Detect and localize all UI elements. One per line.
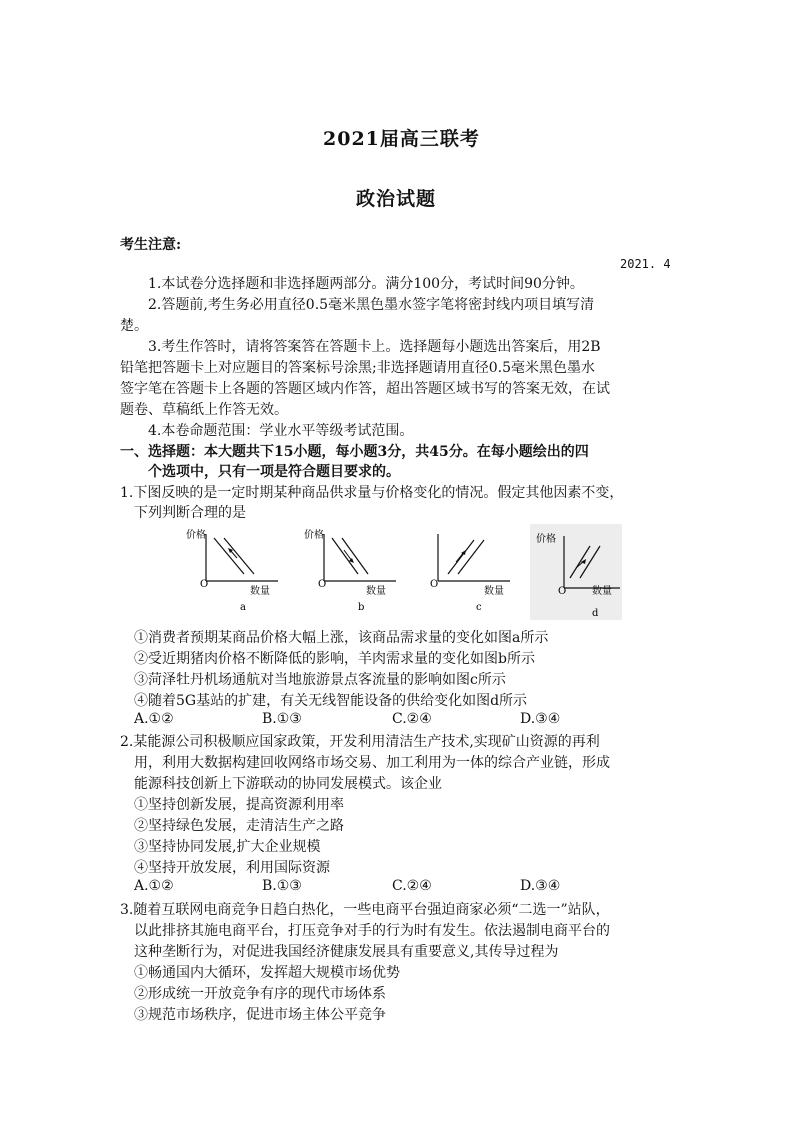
exam-date: 2021. 4 <box>620 257 671 271</box>
q3-statement-3: ③规范市场秩序，促进市场主体公平竞争 <box>134 1007 386 1023</box>
q1-statement-3: ③菏泽牡丹机场通航对当地旅游景点客流量的影响如图c所示 <box>134 672 506 688</box>
graph-b-x-label: 数量 <box>366 586 386 597</box>
q3-stem-line-1: 3.随着互联网电商竞争日趋白热化，一些电商平台强迫商家必须“二选一”站队， <box>120 902 610 918</box>
graph-a-caption: a <box>240 602 246 613</box>
q1-option-b[interactable]: B.①③ <box>262 711 302 727</box>
q3-statement-1: ①畅通国内大循环，发挥超大规模市场优势 <box>134 965 400 981</box>
notice-item-4: 4.本卷命题范围：学业水平等级考试范围。 <box>148 423 414 439</box>
notice-item-1: 1.本试卷分选择题和非选择题两部分。满分100分，考试时间90分钟。 <box>148 276 584 292</box>
section-heading-line-2: 个选项中，只有一项是符合题目要求的。 <box>148 464 400 480</box>
graph-c <box>414 526 514 616</box>
q1-stem-line-2: 下列判断合理的是 <box>134 505 246 521</box>
q1-option-c[interactable]: C.②④ <box>392 711 432 727</box>
q3-statement-2: ②形成统一开放竞争有序的现代市场体系 <box>134 986 386 1002</box>
q2-statement-4: ④坚持开放发展，利用国际资源 <box>134 860 330 876</box>
graph-c-caption: c <box>476 602 482 613</box>
graph-d <box>530 524 622 620</box>
notice-item-3-line-1: 3.考生作答时，请将答案答在答题卡上。选择题每小题选出答案后，用2B <box>148 339 601 355</box>
q3-stem-line-2: 以此排挤其施电商平台，打压竞争对手的行为时有发生。依法遏制电商平台的 <box>134 923 610 939</box>
notice-item-3-line-4: 题卷、草稿纸上作答无效。 <box>120 402 288 418</box>
exam-subtitle: 政治试题 <box>356 188 437 210</box>
graph-d-caption: d <box>592 608 599 619</box>
q1-option-d[interactable]: D.③④ <box>520 711 561 727</box>
q2-option-a[interactable]: A.①② <box>134 878 174 894</box>
graph-b-origin: O <box>318 579 327 590</box>
q1-option-a[interactable]: A.①② <box>134 711 174 727</box>
graph-b <box>300 526 400 616</box>
notice-item-3-line-3: 签字笔在答题卡上各题的答题区域内作答，超出答题区域书写的答案无效，在试 <box>120 381 610 397</box>
notice-item-2-line-1: 2.答题前,考生务必用直径0.5毫米黑色墨水签字笔将密封线内项目填写清 <box>148 297 595 313</box>
graph-a <box>182 526 282 616</box>
graph-a-origin: O <box>200 579 209 590</box>
notice-item-3-line-2: 铅笔把答题卡上对应题目的答案标号涂黑;非选择题请用直径0.5毫米黑色墨水 <box>120 360 595 376</box>
q1-stem-line-1: 1.下图反映的是一定时期某种商品供求量与价格变化的情况。假定其他因素不变， <box>120 485 624 501</box>
q2-statement-2: ②坚持绿色发展，走清洁生产之路 <box>134 818 344 834</box>
q3-stem-line-3: 这种垄断行为，对促进我国经济健康发展具有重要意义,其传导过程为 <box>134 944 559 960</box>
notice-item-2-line-2: 楚。 <box>120 318 148 334</box>
graph-c-x-label: 数量 <box>484 586 504 597</box>
exam-title: 2021届高三联考 <box>323 128 480 150</box>
graph-a-y-label: 价格 <box>186 530 206 541</box>
graph-b-y-label: 价格 <box>304 530 324 541</box>
q2-option-d[interactable]: D.③④ <box>520 878 561 894</box>
q2-statement-3: ③坚持协同发展,扩大企业规模 <box>134 839 321 855</box>
graph-b-caption: b <box>358 602 365 613</box>
q2-option-c[interactable]: C.②④ <box>392 878 432 894</box>
graph-d-y-label: 价格 <box>536 534 556 545</box>
q2-stem-line-2: 用，利用大数据构建回收网络市场交易、加工利用为一体的综合产业链，形成 <box>134 755 610 771</box>
graph-d-origin: O <box>558 586 567 597</box>
q2-stem-line-1: 2.某能源公司积极顺应国家政策，开发利用清洁生产技术,实现矿山资源的再利 <box>120 734 600 750</box>
graph-c-origin: O <box>430 579 439 590</box>
notice-heading: 考生注意: <box>120 237 182 253</box>
q1-statement-4: ④随着5G基站的扩建，有关无线智能设备的供给变化如图d所示 <box>134 693 528 709</box>
graph-d-x-label: 数量 <box>592 586 612 597</box>
q1-statement-2: ②受近期猪肉价格不断降低的影响，羊肉需求量的变化如图b所示 <box>134 651 535 667</box>
q2-option-b[interactable]: B.①③ <box>262 878 302 894</box>
q1-statement-1: ①消费者预期某商品价格大幅上涨，该商品需求量的变化如图a所示 <box>134 630 549 646</box>
section-heading-line-1: 一、选择题：本大题共下15小题，每小题3分，共45分。在每小题绘出的四 <box>120 444 589 460</box>
q2-stem-line-3: 能源科技创新上下游联动的协同发展模式。该企业 <box>134 776 442 792</box>
graph-a-x-label: 数量 <box>250 586 270 597</box>
q2-statement-1: ①坚持创新发展，提高资源利用率 <box>134 797 344 813</box>
